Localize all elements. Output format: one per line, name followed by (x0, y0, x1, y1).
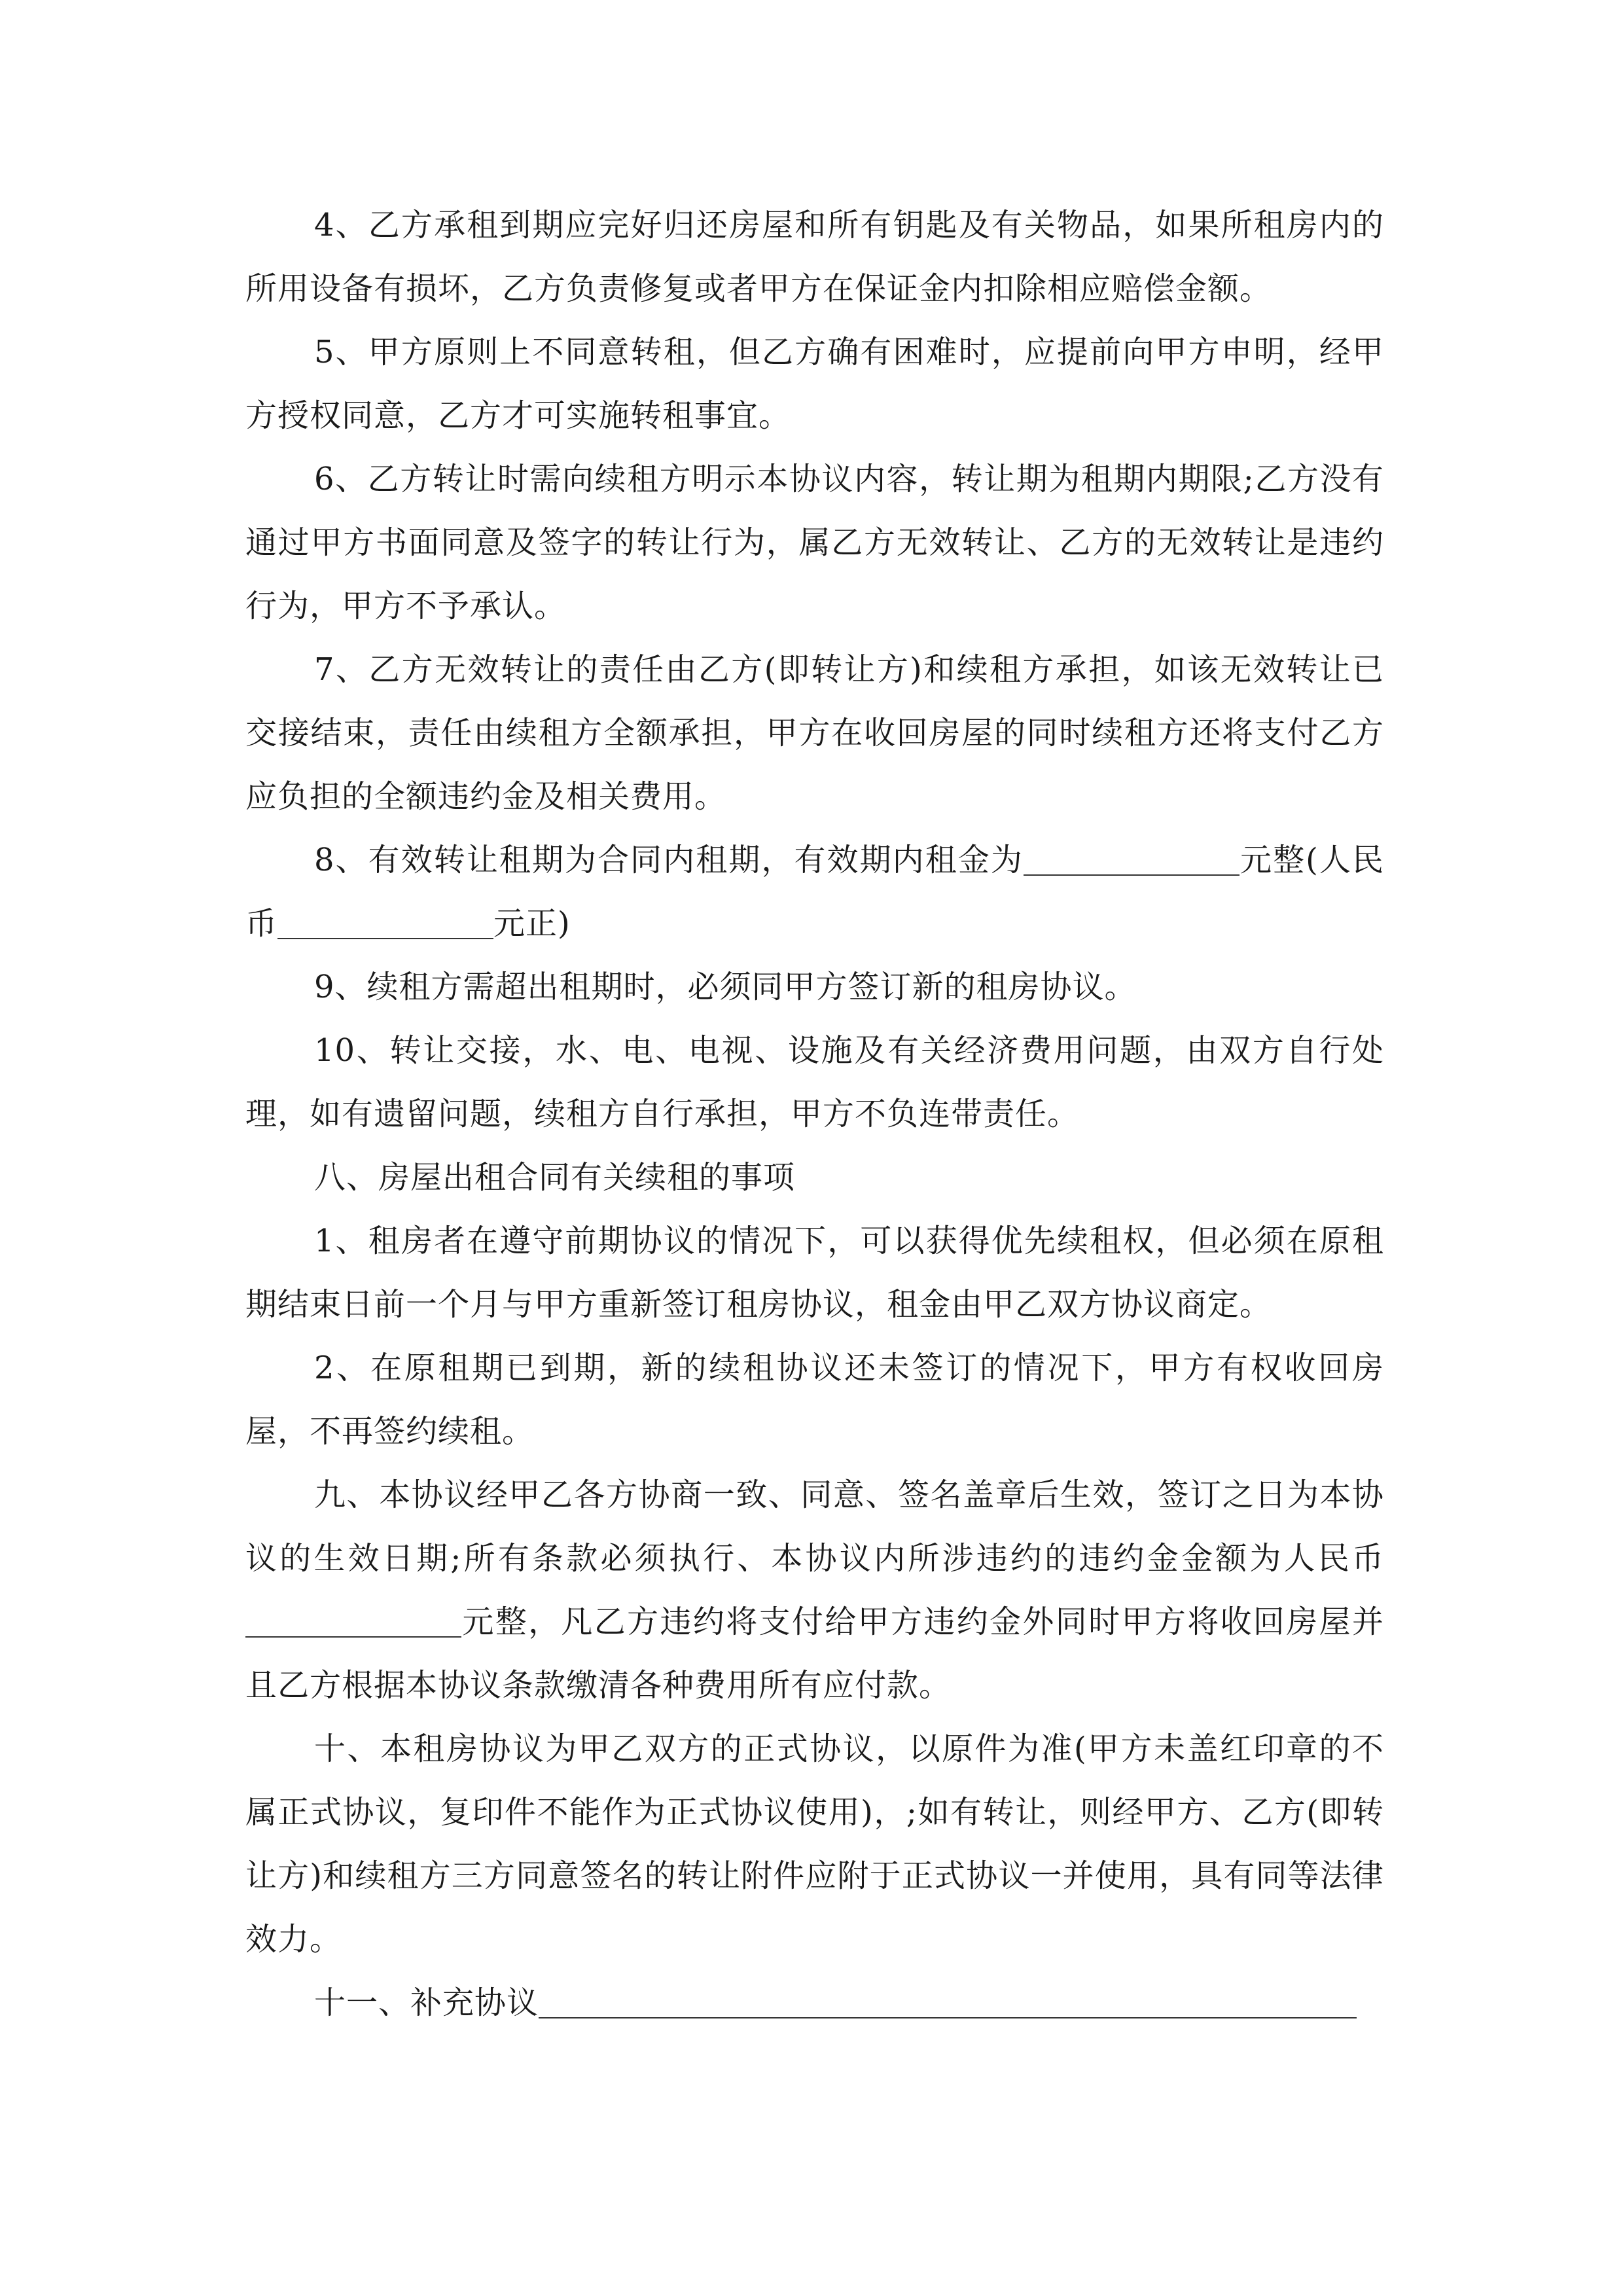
penalty-amount-blank (245, 1606, 461, 1638)
clause-5: 5、甲方原则上不同意转租，但乙方确有困难时，应提前向甲方申明，经甲方授权同意，乙方才可实施转租事宜。 (245, 334, 1384, 434)
rent-rmb-blank (277, 908, 493, 939)
rent-amount-blank (1024, 844, 1240, 876)
section-11 (245, 1971, 1384, 2035)
section-8-heading: 八、房屋出租合同有关续租的事项 (314, 1159, 796, 1196)
clause-7: 7、乙方无效转让的责任由乙方(即转让方)和续租方承担，如该无效转让已交接结束，责任由续租方全额承担，甲方在收回房屋的同时续租方还将支付乙方应负担的全额违约金及相关费用。 (245, 651, 1384, 815)
section-10: 十、本租房协议为甲乙双方的正式协议，以原件为准(甲方未盖红印章的不属正式协议，复印件不能作为正式协议使用)，;如有转让，则经甲方、乙方(即转让方)和续租方三方同意签名的转让附件应附于正式协议一并使用，具有同等法律效力。 (245, 1731, 1384, 1958)
clause-4: 4、乙方承租到期应完好归还房屋和所有钥匙及有关物品，如果所租房内的所用设备有损坏，乙方负责修复或者甲方在保证金内扣除相应赔偿金额。 (245, 207, 1384, 307)
supplementary-agreement-blank (539, 1987, 1357, 2018)
clause-9: 9、续租方需超出租期时，必须同甲方签订新的租房协议。 (314, 969, 1137, 1005)
section-11-label: 十一、补充协议 (314, 1984, 539, 2021)
section-8-item-2: 2、在原租期已到期，新的续租协议还未签订的情况下，甲方有权收回房屋，不再签约续租。 (245, 1350, 1384, 1450)
clause-6: 6、乙方转让时需向续租方明示本协议内容，转让期为租期内期限;乙方没有通过甲方书面同意及签字的转让行为，属乙方无效转让、乙方的无效转让是违约行为，甲方不予承认。 (245, 461, 1384, 624)
clause-10: 10、转让交接，水、电、电视、设施及有关经济费用问题，由双方自行处理，如有遗留问题，续租方自行承担，甲方不负连带责任。 (245, 1032, 1384, 1132)
document-body (245, 194, 1384, 2035)
section-9-text-2: 元整，凡乙方违约将支付给甲方违约金外同时甲方将收回房屋并且乙方根据本协议条款缴清各种费用所有应付款。 (245, 1604, 1384, 1704)
section-9 (245, 1463, 1384, 1717)
section-9-text-1: 九、本协议经甲乙各方协商一致、同意、签名盖章后生效，签订之日为本协议的生效日期;所有条款必须执行、本协议内所涉违约的违约金金额为人民币 (245, 1477, 1384, 1577)
clause-8-text-3: 元正) (493, 905, 571, 942)
clause-8-text-2: 元整(人民币 (245, 842, 1384, 942)
clause-8 (245, 829, 1384, 956)
section-8-item-1: 1、租房者在遵守前期协议的情况下，可以获得优先续租权，但必须在原租期结束日前一个月与甲方重新签订租房协议，租金由甲乙双方协议商定。 (245, 1223, 1384, 1323)
clause-8-text-1: 8、有效转让租期为合同内租期，有效期内租金为 (314, 842, 1024, 878)
